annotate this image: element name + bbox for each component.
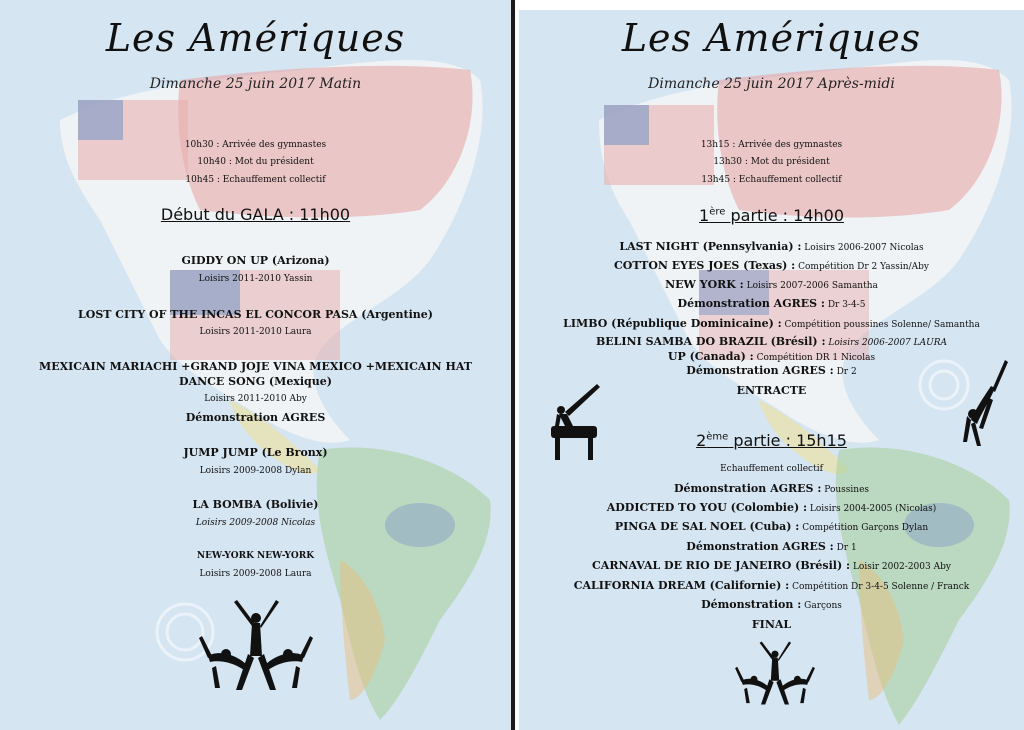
gala-heading: Début du GALA : 11h00 bbox=[160, 205, 351, 224]
part2-intro: Echauffement collectif bbox=[720, 464, 823, 474]
program-item-final: FINAL bbox=[751, 618, 792, 631]
page-subtitle: Dimanche 25 juin 2017 Matin bbox=[149, 76, 362, 92]
program-item: COTTON EYES JOES (Texas) : Compétition Dr 2 Yassin/Aby bbox=[614, 259, 929, 272]
program-item: LIMBO (République Dominicaine) : Compétition poussines Solenne/ Samantha bbox=[563, 317, 980, 330]
program-page-morning bbox=[0, 0, 511, 730]
program-page-afternoon bbox=[519, 10, 1024, 730]
schedule-line: 13h15 : Arrivée des gymnastes bbox=[700, 140, 843, 150]
schedule-line: 10h40 : Mot du président bbox=[197, 157, 314, 167]
program-item: ADDICTED TO YOU (Colombie) : Loisirs 2004-2005 (Nicolas) bbox=[606, 501, 937, 514]
program-item: CALIFORNIA DREAM (Californie) : Compétition Dr 3-4-5 Solenne / Franck bbox=[573, 579, 970, 592]
program-item-entracte: ENTRACTE bbox=[736, 384, 807, 397]
program-item-detail: Loisirs 2009-2008 Nicolas bbox=[195, 518, 316, 528]
program-item-title: MEXICAIN MARIACHI +GRAND JOJE VINA MEXICO +MEXICAIN HAT bbox=[39, 360, 472, 373]
program-item-title: LOST CITY OF THE INCAS EL CONCOR PASA (Argentine) bbox=[78, 308, 433, 321]
page-subtitle: Dimanche 25 juin 2017 Après-midi bbox=[648, 76, 895, 92]
program-item-detail: Loisirs 2009-2008 Laura bbox=[199, 569, 312, 579]
schedule-line: 13h45 : Echauffement collectif bbox=[701, 175, 842, 185]
program-item-title-cont: DANCE SONG (Mexique) bbox=[179, 375, 332, 388]
program-item-title: LA BOMBA (Bolivie) bbox=[192, 498, 319, 511]
program-item-detail: Loisirs 2011-2010 Aby bbox=[204, 394, 307, 404]
schedule-line: 10h30 : Arrivée des gymnastes bbox=[184, 140, 327, 150]
program-item: Démonstration : Garçons bbox=[701, 598, 842, 611]
program-item: CARNAVAL DE RIO DE JANEIRO (Brésil) : Loisir 2002-2003 Aby bbox=[592, 559, 951, 572]
backbend-gymnast-icon bbox=[959, 358, 1011, 450]
page-title: Les Amériques bbox=[621, 16, 922, 60]
program-item: PINGA DE SAL NOEL (Cuba) : Compétition Garçons Dylan bbox=[614, 520, 929, 533]
program-item: LAST NIGHT (Pennsylvania) : Loisirs 2006-2007 Nicolas bbox=[619, 240, 924, 253]
program-item-title: GIDDY ON UP (Arizona) bbox=[181, 254, 330, 267]
part2-heading: 2ème partie : 15h15 bbox=[696, 431, 847, 450]
program-item: Démonstration AGRES : Dr 3-4-5 bbox=[677, 297, 866, 310]
program-item-detail: Loisirs 2009-2008 Dylan bbox=[199, 466, 312, 476]
part1-heading: 1ère partie : 14h00 bbox=[699, 206, 844, 225]
schedule-line: 10h45 : Echauffement collectif bbox=[185, 175, 326, 185]
program-item-title: Démonstration AGRES bbox=[185, 411, 326, 424]
program-item: Démonstration AGRES : Dr 2 bbox=[686, 364, 857, 377]
program-item: Démonstration AGRES : Dr 1 bbox=[686, 540, 857, 553]
program-item: Démonstration AGRES : Poussines bbox=[673, 482, 870, 495]
page-divider bbox=[511, 0, 515, 730]
program-item: UP (Canada) : Compétition DR 1 Nicolas bbox=[667, 350, 876, 363]
page-title: Les Amériques bbox=[105, 16, 406, 60]
program-item-title: JUMP JUMP (Le Bronx) bbox=[183, 446, 328, 459]
program-item: NEW YORK : Loisirs 2007-2006 Samantha bbox=[665, 278, 878, 291]
program-item-detail: Loisirs 2011-2010 Laura bbox=[199, 327, 312, 337]
program-item: BELINI SAMBA DO BRAZIL (Brésil) : Loisirs 2006-2007 LAURA bbox=[596, 335, 947, 348]
schedule-line: 13h30 : Mot du président bbox=[713, 157, 830, 167]
gymnast-group-silhouette-icon bbox=[733, 638, 817, 708]
program-item-title: NEW-YORK NEW-YORK bbox=[196, 551, 315, 561]
gymnast-group-silhouette-icon bbox=[196, 596, 316, 694]
program-item-detail: Loisirs 2011-2010 Yassin bbox=[198, 274, 313, 284]
pommel-horse-gymnast-icon bbox=[547, 380, 603, 462]
